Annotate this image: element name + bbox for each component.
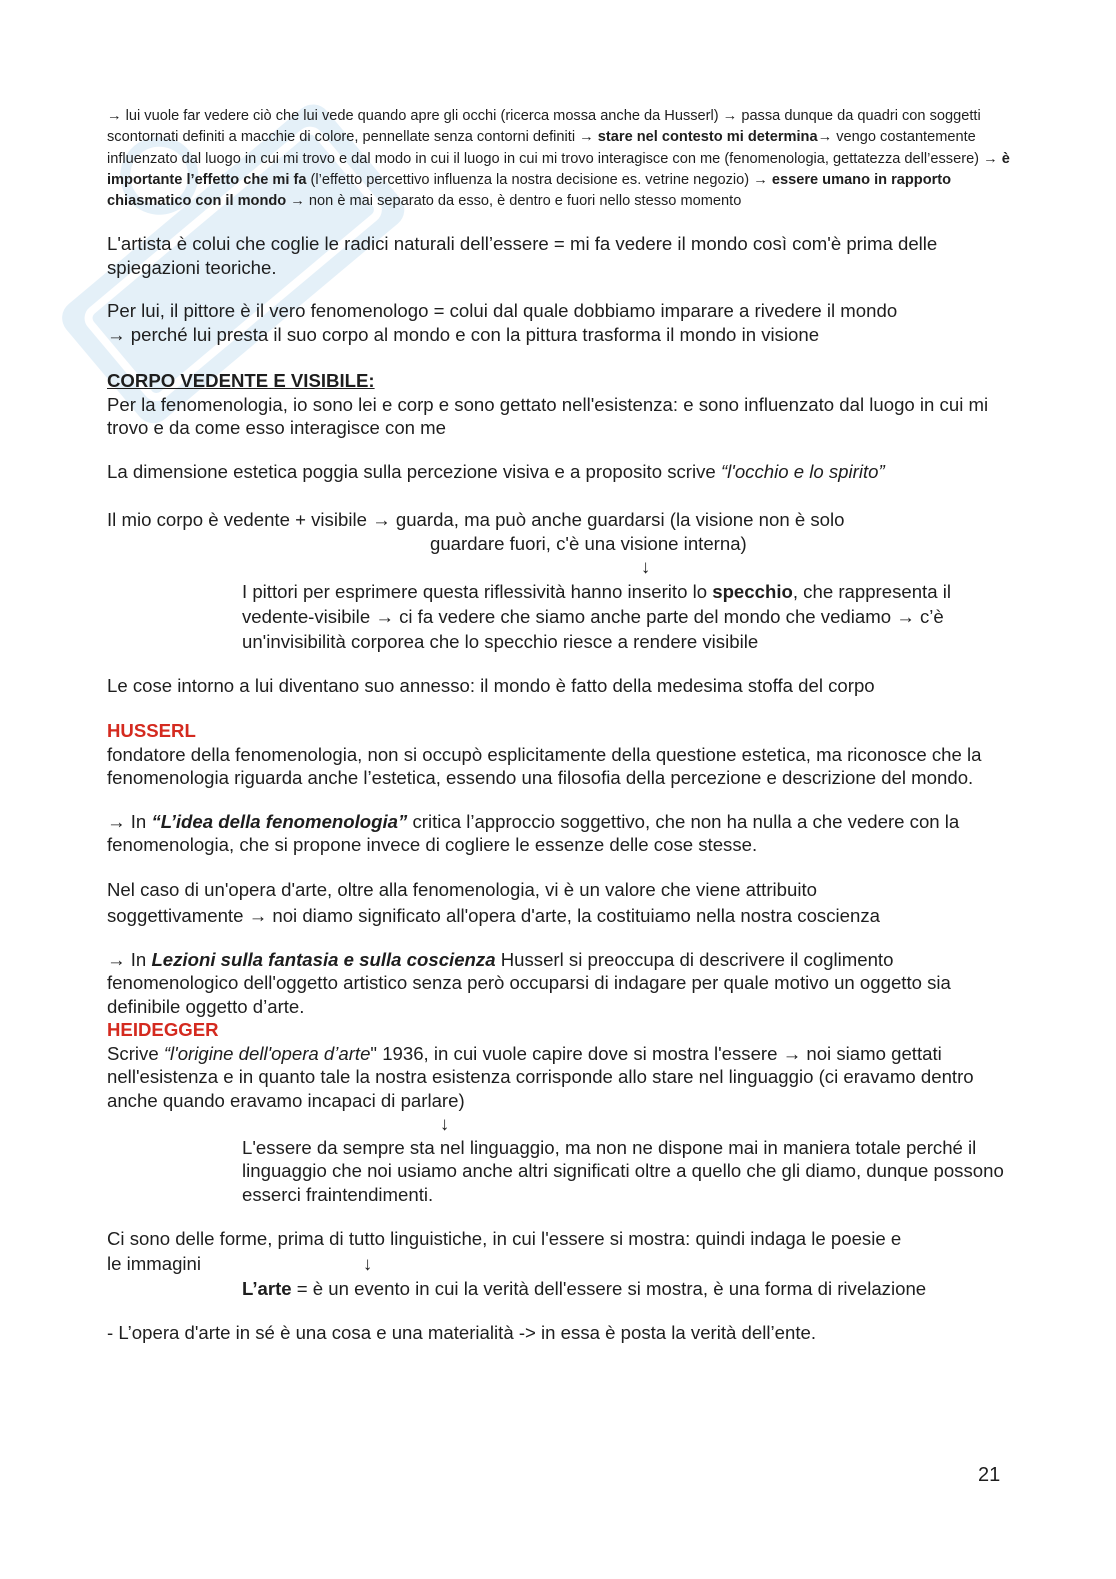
forme-line-2 — [107, 1251, 1012, 1276]
idea-text: critica l’approccio soggettivo, che non ha nulla a che vedere con la fenomenologia, che si propone invece di cogliere le essenze delle cose stesse. — [107, 810, 960, 856]
page-number: 21 — [978, 1464, 1001, 1486]
lezioni-paragraph — [107, 948, 1012, 1019]
pittore-line-1: Per lui, il pittore è il vero fenomenologo = colui dal quale dobbiamo imparare a rivedere il mondo — [107, 300, 898, 322]
arte-bold: L’arte — [242, 1278, 292, 1300]
opera-materialita-paragraph: - L’opera d'arte in sé è una cosa e una materialità -> in essa è posta la verità dell’ente. — [107, 1322, 816, 1344]
intro-text-3: (l’effetto percettivo influenza la nostra decisione es. vetrine negozio) → — [306, 171, 772, 188]
artista-paragraph: L'artista è colui che coglie le radici naturali dell’essere = mi fa vedere il mondo così com'è prima delle spiegazioni teoriche. — [107, 233, 938, 278]
specchio-text-2: , che rappresenta il vedente-visibile → ci fa vedere che siamo anche parte del mondo che vediamo → c’è un'invisibilità corporea che lo specchio riesce a rendere visibile — [242, 580, 951, 652]
document-page — [107, 106, 1012, 1345]
heidegger-text: " 1936, in cui vuole capire dove si mostra l'essere → noi siamo gettati nell'esistenza e in quanto tale la nostra esistenza corrisponde allo stare nel linguaggio (ci eravamo dentro anche quando eravamo incapaci di parlare) — [107, 1042, 974, 1111]
corpo-vedente-line-2: guardare fuori, c'è una visione interna) — [430, 532, 747, 554]
opera-line-2: soggettivamente → noi diamo significato all'opera d'arte, la costituiamo nella nostra coscienza — [107, 904, 880, 926]
forme-text-2: le immagini — [107, 1253, 202, 1275]
opera-line-1: Nel caso di un'opera d'arte, oltre alla fenomenologia, vi è un valore che viene attribuito — [107, 878, 817, 900]
intro-text-2: → vengo costantemente influenzato dal luogo in cui mi trovo e dal modo in cui il luogo in cui mi trovo interagisce con me (fenomenologia, gettatezza dell’essere) → — [107, 129, 1002, 167]
intro-text-1: → lui vuole far vedere ciò che lui vede quando apre gli occhi (ricerca mossa anche da Husserl) → passa dunque da quadri con soggetti scontornati definiti a macchie di colore, pennellate senza contorni definiti → — [107, 108, 981, 146]
heidegger-pre: Scrive — [107, 1042, 164, 1064]
idea-arrow-text: → In — [107, 810, 152, 832]
specchio-bold: specchio — [712, 580, 793, 602]
arte-line — [107, 1276, 1012, 1301]
linguaggio-paragraph: L'essere da sempre sta nel linguaggio, ma non ne dispone mai in maniera totale perché il linguaggio che noi usiamo anche altri significati oltre a quello che gli diamo, dunque possono esserci fraintendimenti. — [242, 1136, 1004, 1205]
heidegger-paragraph — [107, 1042, 1012, 1113]
specchio-text-1: I pittori per esprimere questa riflessività hanno inserito lo — [242, 580, 713, 602]
corpo-paragraph: Per la fenomenologia, io sono lei e corp e sono gettato nell'esistenza: e sono influenzato dal luogo in cui mi trovo e da come esso interagisce con me — [107, 393, 989, 439]
dimensione-title: “l'occhio e lo spirito” — [720, 460, 885, 482]
lezioni-text: Husserl si preoccupa di descrivere il coglimento fenomenologico dell'oggetto artistico senza però occuparsi di indagare per quale motivo un oggetto sia definibile oggetto d’arte. — [107, 948, 951, 1017]
corpo-heading: CORPO VEDENTE E VISIBILE: — [107, 370, 375, 392]
intro-text-4: → non è mai separato da esso, è dentro e fuori nello stesso momento — [286, 193, 742, 210]
intro-bold-1: stare nel contesto mi determina — [597, 129, 818, 146]
heidegger-title: “l'origine dell'opera d’arte — [163, 1042, 371, 1064]
down-arrow-icon-3: ↓ — [363, 1253, 373, 1275]
corpo-vedente-line-1: Il mio corpo è vedente + visibile → guarda, ma può anche guardarsi (la visione non è solo — [107, 509, 845, 531]
intro-bold-3: essere umano in rapporto chiasmatico con il mondo — [107, 171, 952, 210]
down-arrow-icon-2: ↓ — [440, 1113, 450, 1135]
pittore-line-2: → perché lui presta il suo corpo al mondo e con la pittura trasforma il mondo in visione — [107, 323, 820, 345]
dimensione-paragraph — [107, 460, 1012, 484]
husserl-heading: HUSSERL — [107, 720, 196, 742]
dimensione-text: La dimensione estetica poggia sulla percezione visiva e a proposito scrive — [107, 460, 721, 482]
husserl-paragraph: fondatore della fenomenologia, non si occupò esplicitamente della questione estetica, ma riconosce che la fenomenologia riguarda anche l’estetica, essendo una filosofia della percezione e descrizione del mondo. — [107, 743, 982, 789]
specchio-paragraph — [107, 579, 1012, 654]
arte-text: = è un evento in cui la verità dell'essere si mostra, è una forma di rivelazione — [291, 1278, 927, 1300]
heidegger-heading: HEIDEGGER — [107, 1019, 219, 1041]
down-arrow-icon: ↓ — [641, 556, 651, 578]
lezioni-title: Lezioni sulla fantasia e sulla coscienza — [151, 948, 496, 970]
lezioni-arrow-text: → In — [107, 948, 152, 970]
idea-title: “L’idea della fenomenologia” — [151, 810, 408, 832]
cose-paragraph: Le cose intorno a lui diventano suo annesso: il mondo è fatto della medesima stoffa del corpo — [107, 674, 875, 696]
idea-paragraph — [107, 810, 1012, 857]
intro-paragraph — [107, 106, 1012, 212]
intro-bold-2: è importante l’effetto che mi fa — [107, 150, 1010, 188]
forme-line-1: Ci sono delle forme, prima di tutto linguistiche, in cui l'essere si mostra: quindi indaga le poesie e — [107, 1228, 902, 1250]
